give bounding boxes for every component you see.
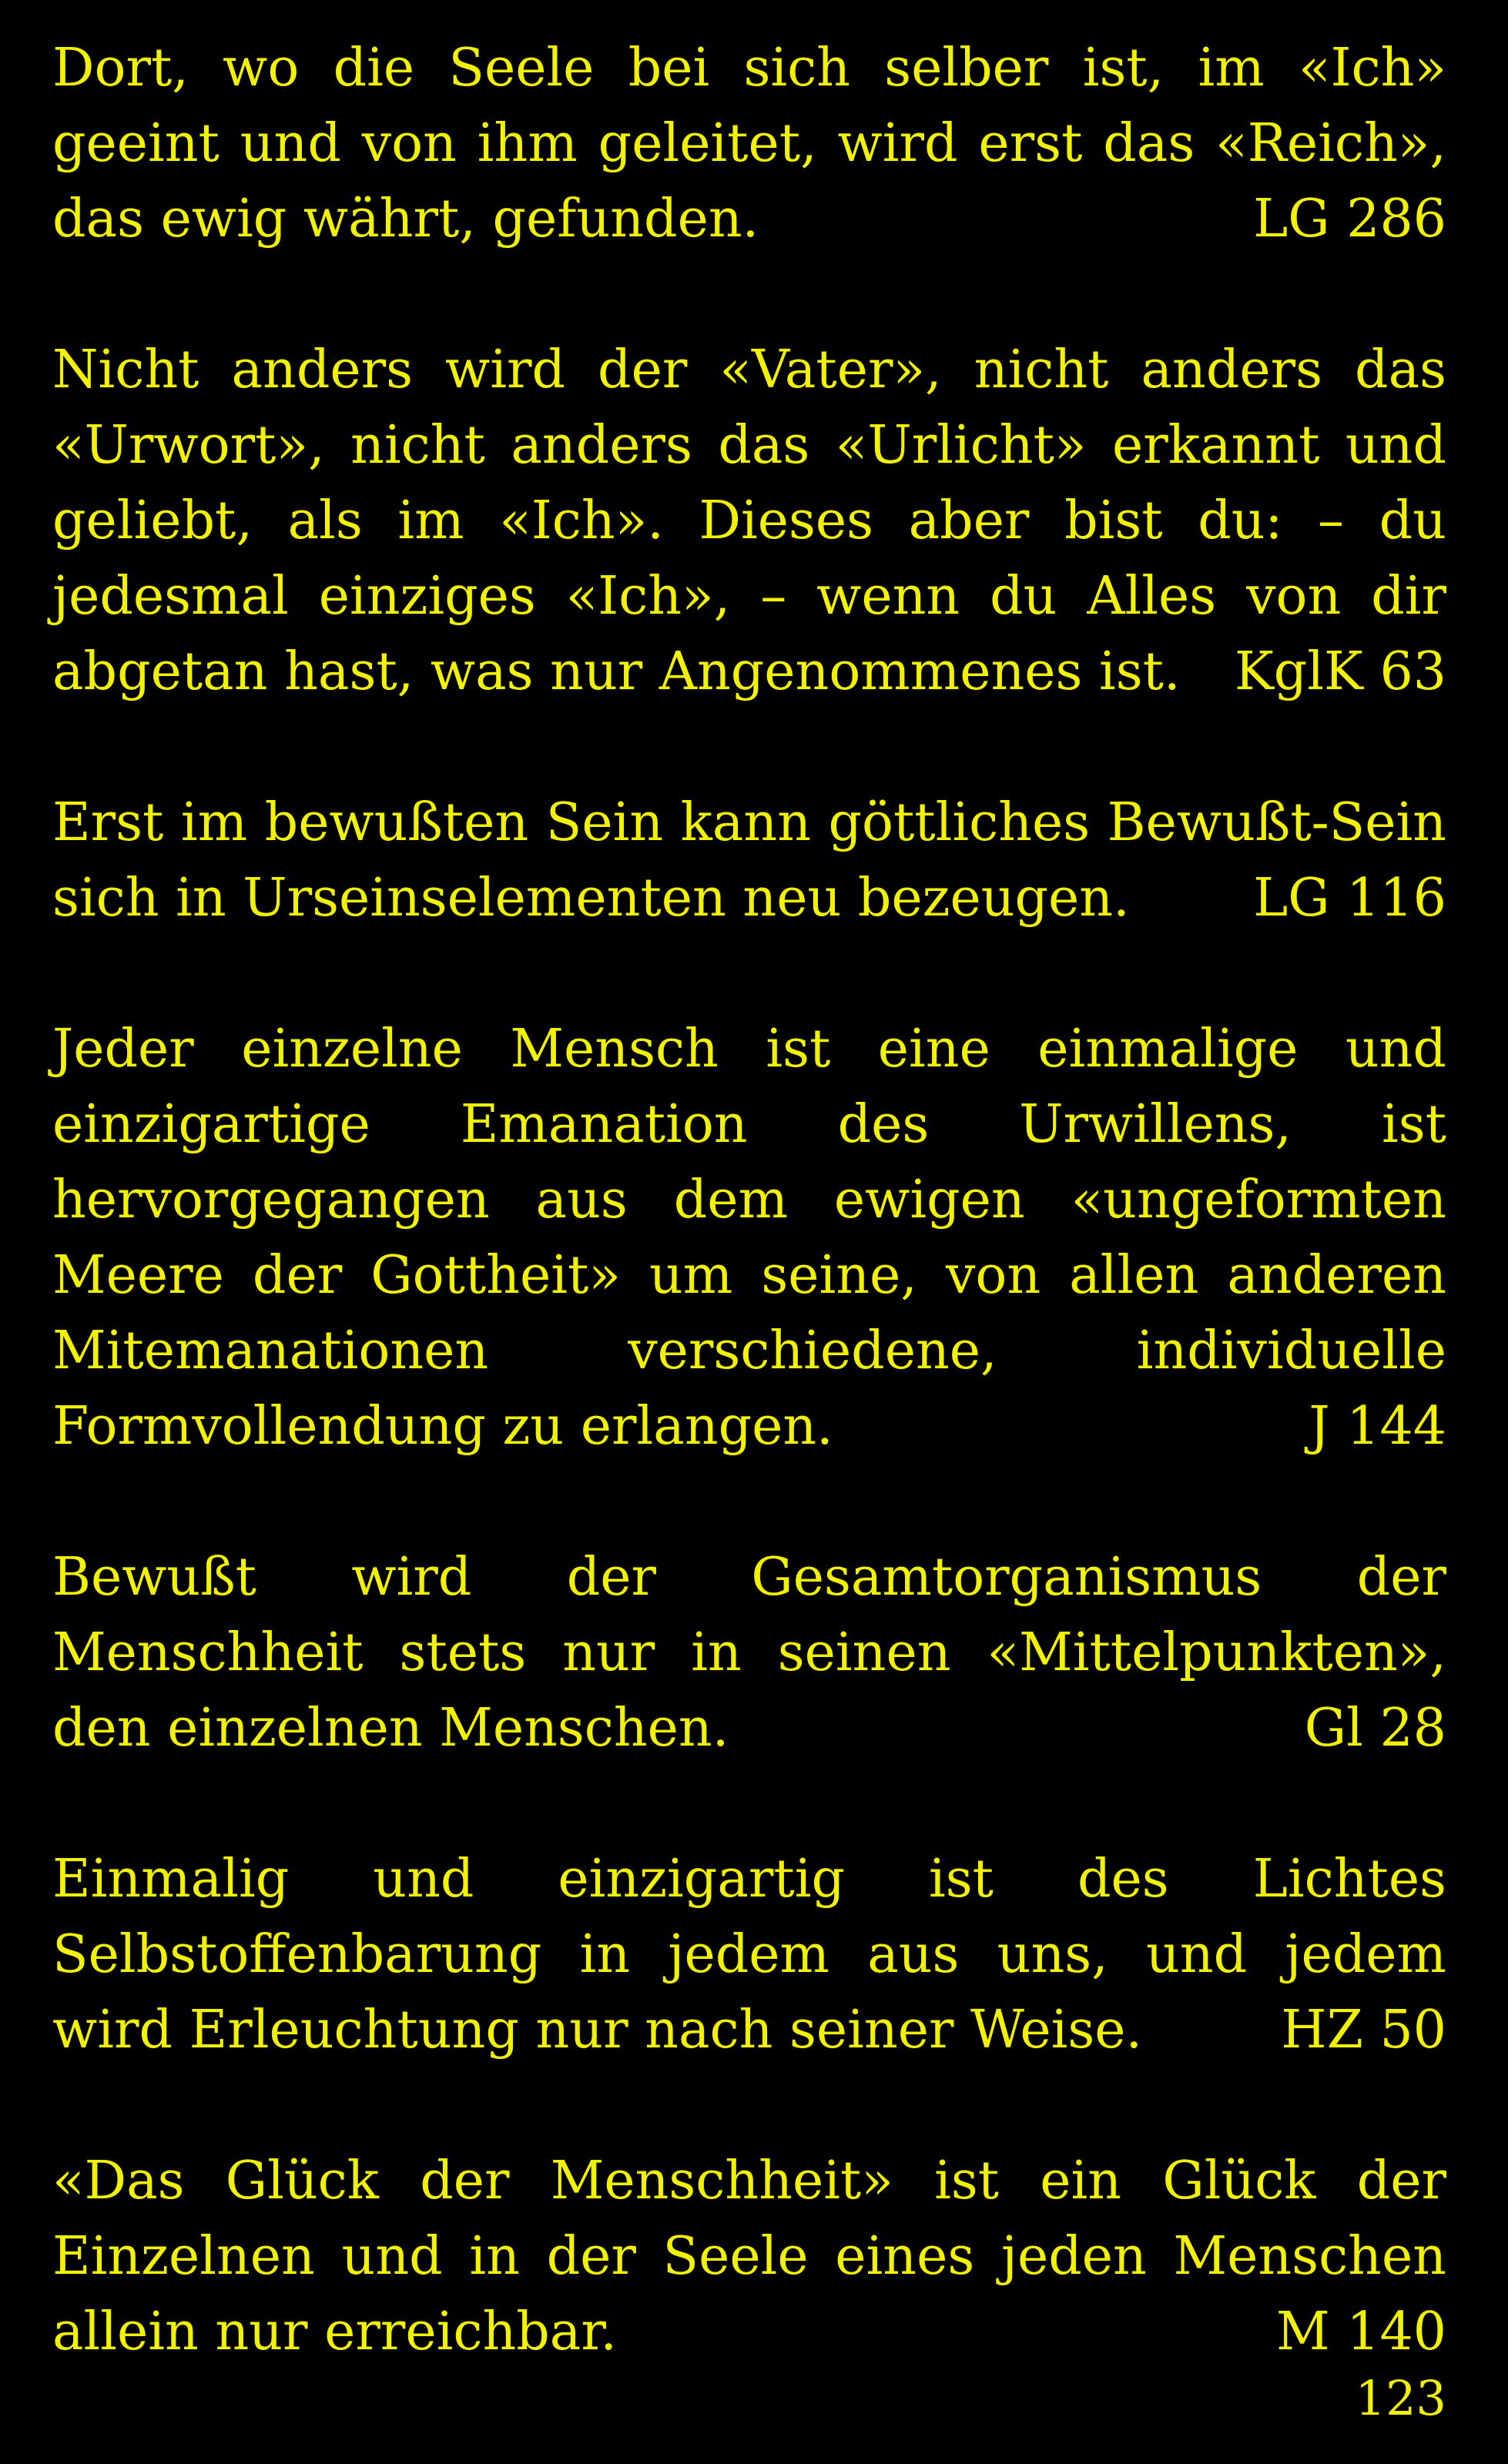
quote-text: Dort, wo die Seele bei sich selber ist, im «Ich» geeint und von ihm geleitet, wird erst das «Reich», das ewig währt, gefunden. bbox=[52, 38, 1446, 249]
quote-reference: Gl 28 bbox=[1304, 1698, 1446, 1759]
quote-paragraph bbox=[52, 1842, 1446, 2068]
quote-reference: LG 286 bbox=[1253, 189, 1446, 249]
quote-paragraph bbox=[52, 1540, 1446, 1766]
quote-reference: KglK 63 bbox=[1234, 641, 1446, 702]
page-body bbox=[52, 31, 1446, 2370]
quote-reference: LG 116 bbox=[1253, 868, 1446, 929]
quote-text: Nicht anders wird der «Vater», nicht anders das «Urwort», nicht anders das «Urlicht» erkannt und geliebt, als im «Ich». Dieses aber bist du: – du jedesmal einziges «Ich», – wenn du Alles von dir abgetan hast, was nur Angenommenes ist. bbox=[52, 340, 1446, 702]
quote-paragraph bbox=[52, 333, 1446, 710]
quote-reference: J 144 bbox=[1309, 1396, 1446, 1457]
quote-text: Erst im bewußten Sein kann göttliches Bewußt-Sein sich in Urseinselementen neu bezeugen. bbox=[52, 792, 1446, 929]
quote-text: «Das Glück der Menschheit» ist ein Glück der Einzelnen und in der Seele eines jeden Menschen allein nur erreichbar. bbox=[52, 2151, 1446, 2362]
quote-text: Jeder einzelne Mensch ist eine einmalige und einzigartige Emanation des Urwillens, ist hervorgegangen aus dem ewigen «ungeformten Meere der Gottheit» um seine, von allen anderen Mitemanationen verschiedene, individuelle Formvollendung zu erlangen. bbox=[52, 1019, 1446, 1457]
quote-text: Einmalig und einzigartig ist des Lichtes Selbstoffenbarung in jedem aus uns, und jedem wird Erleuchtung nur nach seiner Weise. bbox=[52, 1849, 1446, 2061]
page-number: 123 bbox=[1355, 2370, 1446, 2426]
quote-paragraph bbox=[52, 785, 1446, 936]
quote-paragraph bbox=[52, 2144, 1446, 2370]
quote-paragraph bbox=[52, 31, 1446, 257]
quote-reference: HZ 50 bbox=[1281, 2000, 1446, 2061]
quote-reference: M 140 bbox=[1275, 2302, 1446, 2362]
quote-text: Bewußt wird der Gesamtorganismus der Menschheit stets nur in seinen «Mittelpunkten», den einzelnen Menschen. bbox=[52, 1547, 1446, 1759]
quote-paragraph bbox=[52, 1012, 1446, 1465]
